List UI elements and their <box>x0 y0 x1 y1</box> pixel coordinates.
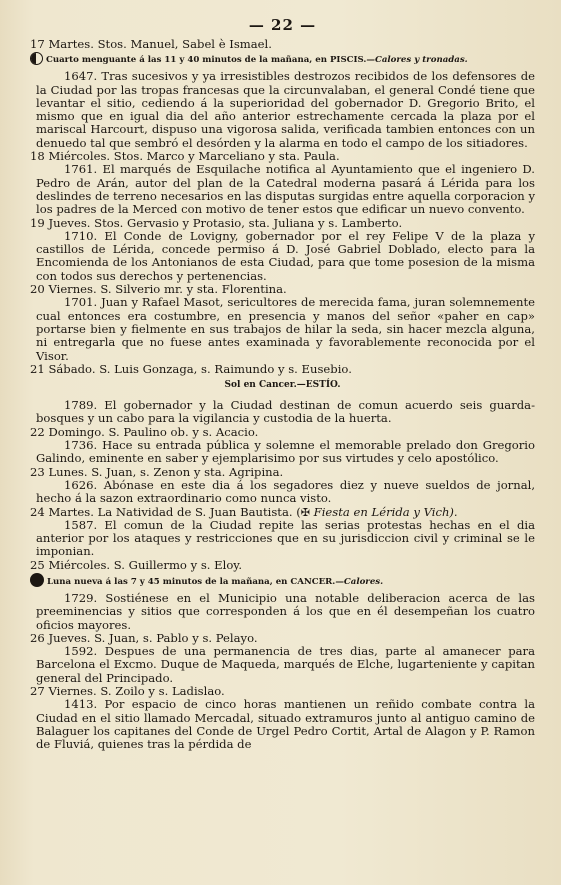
waning-moon-icon <box>30 52 43 65</box>
moon-phase-text: Luna nueva á las 7 y 45 minutos de la mañana, en CANCER. <box>47 576 336 587</box>
historical-entry: 1587. El comun de la Ciudad repite las serias protestas hechas en el dia anterior por los ataques y restricciones que en su jurisdiccion civil y criminal se le imponian. <box>36 517 535 559</box>
maltese-cross-icon: ✠ <box>300 505 310 519</box>
historical-entry: 1729. Sostiénese en el Municipio una notable deliberacion acerca de las preeminencias y sitios que corresponden á los que en él desempeñan los cuatro oficios mayores. <box>36 590 535 632</box>
day-heading: 26 Jueves. S. Juan, s. Pablo y s. Pelayo. <box>30 630 258 645</box>
page-number: — 22 — <box>248 16 317 34</box>
historical-entry: 1761. El marqués de Esquilache notifica al Ayuntamiento que el ingeniero D. Pedro de Arán, autor del plan de la Catedral moderna pasará á Lérida para los deslindes de terreno necesarios en las disputas surgidas entre aquella corporacion y los padres de la Merced con motivo de tener estos que edificar un nuevo convento. <box>36 162 536 217</box>
day-heading: 27 Viernes. S. Zoilo y s. Ladislao. <box>30 684 225 699</box>
day-heading: 21 Sábado. S. Luis Gonzaga, s. Raimundo y s. Eusebio. <box>30 361 352 376</box>
historical-entry: 1701. Juan y Rafael Masot, sericultores de merecida fama, juran solemnemente cual entonces era costumbre, en presencia y manos del señor «paher en cap» portarse bien y fielmente en sus trabajos de hilar la seda, sin hacer mezcla alguna, ni entregarla que no fuese antes examinada y favorablemente reconocida por el Visor. <box>36 295 535 363</box>
day-heading: 17 Martes. Stos. Manuel, Sabel è Ismael. <box>30 37 272 51</box>
day-heading: 18 Miércoles. Stos. Marco y Marceliano y sta. Paula. <box>30 149 340 164</box>
historical-entry: 1413. Por espacio de cinco horas mantienen un reñido combate contra la Ciudad en el sitio llamado Mercadal, situado extramuros junto al antiguo camino de Balaguer los capitanes del Conde de Urgel Pedro Cortit, Artal de Alagon y P. Ramon de Fluviá, quienes tras la pérdida de <box>36 697 535 752</box>
historical-entry: 1592. Despues de una permanencia de tres dias, parte al amanecer para Barcelona el Excmo. Duque de Maqueda, marqués de Elche, lugarteniente y capitan general del Principado. <box>36 644 535 685</box>
historical-entry: 1647. Tras sucesivos y ya irresistibles destrozos recibidos de los defensores de la Ciudad por las tropas francesas que la circunvalaban, el general Condé tiene que levantar el sitio, cediendo á la superioridad del gobernador D. Gregorio Brito, el mismo que en igual dia del año anterior estrechamente cercada la plaza por el mariscal Harcourt, dispuso una vigorosa salida, verificada tambien entonces con un denuedo tal que sembró el desórden y la alarma en todo el campo de los sitiadores. <box>36 69 535 150</box>
new-moon-icon <box>30 573 44 587</box>
day-heading: 20 Viernes. S. Silverio mr. y sta. Florentina. <box>30 282 287 297</box>
historical-entry: 1789. El gobernador y la Ciudad destinan de comun acuerdo seis guarda-bosques y un cabo para la vigilancia y custodia de la huerta. <box>36 398 535 426</box>
moon-phase-text: Cuarto menguante á las 11 y 40 minutos de la mañana, en PISCIS. <box>46 55 367 66</box>
day-heading: 23 Lunes. S. Juan, s. Zenon y sta. Agripina. <box>30 464 284 479</box>
solstice-note: Sol en Cancer.—ESTÍO. <box>224 380 341 391</box>
moon-phase-weather: —Calores y tronadas. <box>366 55 468 66</box>
feast-note: Fiesta en Lérida y Vich). <box>313 504 458 519</box>
day-heading: 22 Domingo. S. Paulino ob. y s. Acacio. <box>30 424 259 439</box>
historical-entry: 1736. Hace su entrada pública y solemne el memorable prelado don Gregorio Galindo, eminente en saber y ejemplarisimo por sus virtudes y celo apostólico. <box>36 438 535 466</box>
moon-phase-note <box>30 52 535 67</box>
moon-phase-weather: —Calores. <box>335 576 384 587</box>
day-heading: 25 Miércoles. S. Guillermo y s. Eloy. <box>30 557 242 572</box>
day-heading: 19 Jueves. Stos. Gervasio y Protasio, sta. Juliana y s. Lamberto. <box>30 215 403 230</box>
day-heading-text: 24 Martes. La Natividad de S. Juan Bautista. <box>30 504 293 519</box>
historical-entry: 1710. El Conde de Lovigny, gobernador por el rey Felipe V de la plaza y castillos de Lérida, concede permiso á D. José Gabriel Doblado, electo para la Encomienda de los Antonianos de esta Ciudad, para que tome posesion de la misma con todos sus derechos y pertenencias. <box>36 228 535 283</box>
day-heading: 24 Martes. La Natividad de S. Juan Bautista. (✠ Fiesta en Lérida y Vich). <box>30 504 458 519</box>
historical-entry: 1626. Abónase en este dia á los segadores diez y nueve sueldos de jornal, hecho á la sazon extraordinario como nunca visto. <box>36 477 535 506</box>
moon-phase-note <box>30 573 535 589</box>
